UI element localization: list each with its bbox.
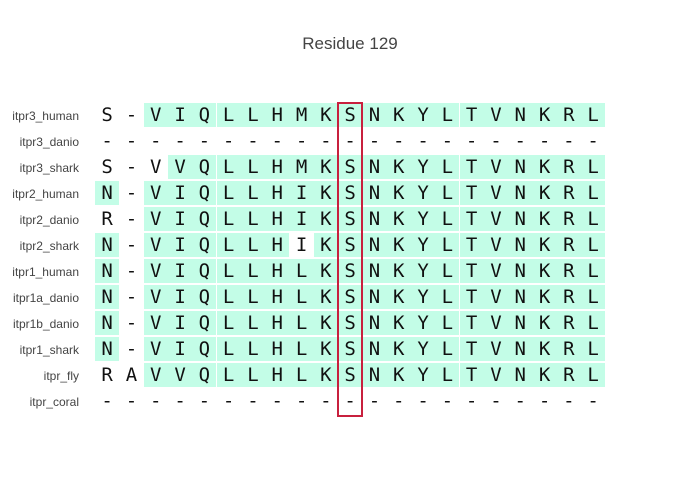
- residue-cell: N: [362, 259, 386, 283]
- residue-cell: Y: [411, 181, 435, 205]
- residue-cell: L: [217, 103, 241, 127]
- residue-cell: -: [125, 208, 138, 230]
- residue-cell: N: [508, 311, 532, 335]
- residue-cell: I: [168, 103, 192, 127]
- residue-cell: L: [435, 311, 459, 335]
- residue-cell: S: [338, 285, 362, 309]
- residue-cell: T: [460, 259, 484, 283]
- residue-cell: V: [484, 337, 508, 361]
- residue-cell: N: [95, 259, 119, 283]
- residue-cell: N: [95, 337, 119, 361]
- residue-cell: L: [241, 233, 265, 257]
- residue-cell: Q: [192, 259, 216, 283]
- residue-cell: L: [289, 363, 313, 387]
- residue-cell: L: [581, 285, 605, 309]
- residue-cell: K: [532, 259, 556, 283]
- residue-cell: -: [441, 130, 454, 152]
- residue-cell: R: [557, 311, 581, 335]
- residue-cell: I: [295, 234, 308, 256]
- residue-cell: H: [265, 363, 289, 387]
- residue-cell: L: [581, 155, 605, 179]
- residue-cell: I: [168, 285, 192, 309]
- residue-cell: L: [217, 259, 241, 283]
- residue-cell: K: [387, 311, 411, 335]
- row-label: itpr1_shark: [19, 343, 79, 357]
- residue-cell: -: [222, 390, 235, 412]
- residue-cell: K: [387, 103, 411, 127]
- residue-cell: K: [387, 207, 411, 231]
- residue-cell: L: [217, 285, 241, 309]
- residue-cell: L: [217, 181, 241, 205]
- residue-cell: Y: [411, 285, 435, 309]
- residue-cell: L: [435, 337, 459, 361]
- residue-cell: T: [460, 285, 484, 309]
- residue-cell: I: [168, 207, 192, 231]
- residue-cell: K: [532, 181, 556, 205]
- residue-cell: S: [338, 181, 362, 205]
- row-label: itpr1a_danio: [12, 291, 79, 305]
- residue-cell: N: [362, 233, 386, 257]
- residue-cell: L: [241, 311, 265, 335]
- residue-cell: -: [368, 390, 381, 412]
- residue-cell: -: [125, 130, 138, 152]
- residue-cell: L: [241, 363, 265, 387]
- row-label: itpr3_danio: [19, 135, 79, 149]
- residue-cell: I: [289, 207, 313, 231]
- residue-cell: H: [265, 207, 289, 231]
- residue-cell: L: [435, 285, 459, 309]
- residue-cell: N: [362, 337, 386, 361]
- residue-cell: T: [460, 181, 484, 205]
- residue-cell: T: [460, 207, 484, 231]
- residue-cell: Y: [411, 207, 435, 231]
- residue-cell: I: [168, 181, 192, 205]
- residue-cell: V: [168, 155, 192, 179]
- residue-cell: Y: [411, 311, 435, 335]
- residue-cell: K: [532, 363, 556, 387]
- residue-cell: V: [484, 181, 508, 205]
- residue-cell: R: [557, 233, 581, 257]
- residue-cell: -: [393, 390, 405, 412]
- residue-cell: H: [265, 337, 289, 361]
- residue-cell: L: [241, 259, 265, 283]
- residue-cell: N: [95, 233, 119, 257]
- residue-cell: S: [338, 311, 362, 335]
- residue-cell: -: [465, 390, 478, 412]
- row-label: itpr1_human: [12, 265, 79, 279]
- row-label: itpr2_shark: [19, 239, 79, 253]
- residue-cell: -: [393, 130, 405, 152]
- residue-cell: R: [557, 285, 581, 309]
- residue-cell: -: [125, 338, 138, 360]
- residue-cell: -: [247, 130, 259, 152]
- residue-cell: Y: [411, 233, 435, 257]
- row-label: itpr2_danio: [19, 213, 79, 227]
- residue-cell: N: [362, 181, 386, 205]
- residue-cell: Q: [192, 363, 216, 387]
- residue-cell: T: [460, 363, 484, 387]
- residue-cell: K: [387, 285, 411, 309]
- residue-cell: N: [362, 103, 386, 127]
- residue-cell: I: [168, 259, 192, 283]
- residue-cell: N: [508, 337, 532, 361]
- residue-cell: T: [460, 337, 484, 361]
- residue-cell: L: [435, 103, 459, 127]
- row-label: itpr3_shark: [19, 161, 79, 175]
- residue-cell: N: [95, 285, 119, 309]
- residue-cell: L: [581, 233, 605, 257]
- residue-cell: L: [217, 337, 241, 361]
- residue-cell: R: [557, 259, 581, 283]
- residue-cell: -: [538, 130, 551, 152]
- residue-cell: -: [125, 286, 138, 308]
- residue-cell: N: [508, 103, 532, 127]
- residue-cell: I: [168, 233, 192, 257]
- residue-cell: M: [289, 155, 313, 179]
- residue-cell: N: [508, 259, 532, 283]
- residue-cell: Q: [192, 181, 216, 205]
- residue-cell: S: [101, 104, 113, 126]
- residue-cell: Q: [192, 233, 216, 257]
- residue-cell: Y: [411, 155, 435, 179]
- residue-cell: K: [314, 363, 338, 387]
- residue-cell: -: [490, 130, 502, 152]
- residue-cell: N: [362, 207, 386, 231]
- residue-cell: K: [387, 363, 411, 387]
- residue-cell: L: [241, 103, 265, 127]
- residue-cell: K: [314, 155, 338, 179]
- residue-cell: -: [295, 130, 308, 152]
- residue-cell: R: [557, 363, 581, 387]
- residue-cell: V: [144, 259, 168, 283]
- residue-cell: -: [271, 130, 283, 152]
- residue-cell: L: [217, 155, 241, 179]
- residue-cell: R: [557, 337, 581, 361]
- residue-cell: R: [557, 103, 581, 127]
- row-label: itpr_fly: [43, 369, 79, 383]
- residue-cell: -: [417, 130, 429, 152]
- residue-cell: R: [557, 181, 581, 205]
- residue-cell: -: [101, 390, 113, 412]
- residue-cell: S: [101, 156, 113, 178]
- residue-cell: V: [144, 103, 168, 127]
- residue-cell: -: [125, 390, 138, 412]
- residue-cell: S: [338, 337, 362, 361]
- residue-cell: R: [101, 364, 113, 386]
- residue-cell: H: [265, 285, 289, 309]
- residue-cell: N: [508, 363, 532, 387]
- residue-cell: V: [484, 363, 508, 387]
- residue-cell: V: [144, 285, 168, 309]
- residue-cell: -: [320, 130, 332, 152]
- page-title: Residue 129: [302, 34, 398, 53]
- residue-cell: -: [247, 390, 259, 412]
- residue-cell: T: [460, 311, 484, 335]
- residue-cell: -: [125, 156, 138, 178]
- residue-cell: K: [532, 311, 556, 335]
- residue-cell: R: [557, 207, 581, 231]
- residue-cell: L: [435, 363, 459, 387]
- residue-cell: L: [581, 103, 605, 127]
- residue-cell: K: [532, 285, 556, 309]
- residue-cell: Q: [192, 285, 216, 309]
- residue-cell: -: [320, 390, 332, 412]
- residue-cell: L: [435, 181, 459, 205]
- residue-cell: -: [514, 130, 526, 152]
- residue-cell: -: [465, 130, 478, 152]
- residue-cell: -: [125, 104, 138, 126]
- residue-cell: K: [387, 155, 411, 179]
- residue-cell: K: [532, 207, 556, 231]
- residue-cell: H: [265, 103, 289, 127]
- residue-cell: Q: [192, 311, 216, 335]
- residue-cell: L: [241, 155, 265, 179]
- residue-cell: -: [490, 390, 502, 412]
- row-label: itpr2_human: [12, 187, 79, 201]
- residue-cell: I: [168, 311, 192, 335]
- residue-cell: L: [581, 363, 605, 387]
- residue-cell: L: [217, 207, 241, 231]
- residue-cell: L: [435, 259, 459, 283]
- residue-cell: -: [125, 260, 138, 282]
- residue-cell: Y: [411, 103, 435, 127]
- residue-cell: L: [581, 207, 605, 231]
- residue-cell: H: [265, 259, 289, 283]
- residue-cell: L: [217, 233, 241, 257]
- residue-cell: -: [417, 390, 429, 412]
- residue-cell: N: [508, 181, 532, 205]
- residue-cell: L: [241, 207, 265, 231]
- residue-cell: L: [241, 285, 265, 309]
- residue-cell: K: [314, 337, 338, 361]
- row-label: itpr_coral: [29, 395, 79, 409]
- residue-cell: S: [338, 363, 362, 387]
- residue-cell: L: [435, 207, 459, 231]
- residue-cell: -: [125, 182, 138, 204]
- residue-cell: H: [265, 311, 289, 335]
- residue-cell: -: [538, 390, 551, 412]
- residue-cell: -: [295, 390, 308, 412]
- residue-cell: N: [508, 233, 532, 257]
- residue-cell: -: [150, 390, 162, 412]
- residue-cell: K: [314, 233, 338, 257]
- residue-cell: L: [581, 181, 605, 205]
- residue-cell: K: [314, 103, 338, 127]
- residue-cell: L: [217, 363, 241, 387]
- residue-cell: -: [587, 390, 599, 412]
- residue-cell: K: [314, 259, 338, 283]
- residue-cell: L: [289, 337, 313, 361]
- residue-cell: V: [144, 311, 168, 335]
- residue-cell: -: [514, 390, 526, 412]
- residue-cell: L: [217, 311, 241, 335]
- residue-cell: R: [101, 208, 113, 230]
- residue-cell: L: [241, 181, 265, 205]
- residue-cell: N: [362, 155, 386, 179]
- residue-cell: S: [338, 259, 362, 283]
- residue-cell: V: [484, 259, 508, 283]
- residue-cell: K: [387, 259, 411, 283]
- residue-cell: Q: [192, 207, 216, 231]
- residue-cell: V: [484, 207, 508, 231]
- residue-cell: K: [314, 181, 338, 205]
- residue-cell: Y: [411, 363, 435, 387]
- residue-cell: V: [484, 155, 508, 179]
- highlight-column-box: [337, 102, 363, 417]
- residue-cell: S: [338, 207, 362, 231]
- residue-cell: H: [265, 155, 289, 179]
- residue-cell: N: [508, 207, 532, 231]
- residue-cell: L: [289, 259, 313, 283]
- residue-cell: Y: [411, 259, 435, 283]
- residue-cell: -: [441, 390, 454, 412]
- residue-cell: K: [532, 337, 556, 361]
- residue-cell: L: [435, 233, 459, 257]
- residue-cell: -: [563, 130, 575, 152]
- residue-cell: L: [241, 337, 265, 361]
- residue-cell: N: [508, 155, 532, 179]
- residue-cell: V: [144, 181, 168, 205]
- residue-cell: N: [362, 311, 386, 335]
- residue-cell: R: [557, 155, 581, 179]
- residue-cell: Q: [192, 337, 216, 361]
- residue-cell: -: [150, 130, 162, 152]
- residue-cell: N: [362, 363, 386, 387]
- residue-cell: V: [484, 103, 508, 127]
- residue-cell: L: [435, 155, 459, 179]
- residue-cell: -: [101, 130, 113, 152]
- residue-cell: -: [563, 390, 575, 412]
- residue-cell: V: [484, 233, 508, 257]
- residue-cell: I: [168, 337, 192, 361]
- residue-cell: K: [314, 311, 338, 335]
- residue-cell: V: [144, 337, 168, 361]
- residue-cell: -: [198, 130, 211, 152]
- residue-cell: V: [144, 363, 168, 387]
- residue-cell: K: [387, 181, 411, 205]
- residue-cell: I: [289, 181, 313, 205]
- residue-cell: N: [362, 285, 386, 309]
- residue-cell: -: [344, 390, 356, 412]
- residue-cell: K: [532, 103, 556, 127]
- residue-cell: N: [95, 311, 119, 335]
- residue-cell: -: [587, 130, 599, 152]
- residue-cell: -: [198, 390, 211, 412]
- residue-cell: K: [387, 233, 411, 257]
- residue-cell: N: [95, 181, 119, 205]
- residue-cell: -: [222, 130, 235, 152]
- residue-cell: N: [508, 285, 532, 309]
- residue-cell: V: [144, 233, 168, 257]
- residue-cell: L: [289, 311, 313, 335]
- residue-cell: L: [289, 285, 313, 309]
- residue-cell: -: [344, 130, 356, 152]
- residue-cell: T: [460, 155, 484, 179]
- residue-cell: K: [314, 285, 338, 309]
- residue-cell: M: [289, 103, 313, 127]
- residue-cell: -: [174, 390, 186, 412]
- residue-cell: V: [484, 285, 508, 309]
- residue-cell: Q: [192, 103, 216, 127]
- residue-cell: K: [387, 337, 411, 361]
- residue-cell: T: [460, 233, 484, 257]
- residue-cell: -: [271, 390, 283, 412]
- residue-cell: -: [174, 130, 186, 152]
- residue-cell: Q: [192, 155, 216, 179]
- residue-cell: A: [125, 364, 138, 386]
- residue-cell: V: [144, 207, 168, 231]
- residue-cell: -: [125, 234, 138, 256]
- residue-cell: S: [338, 233, 362, 257]
- residue-cell: V: [484, 311, 508, 335]
- residue-cell: L: [581, 311, 605, 335]
- residue-cell: L: [581, 259, 605, 283]
- residue-cell: V: [168, 363, 192, 387]
- residue-cell: K: [532, 155, 556, 179]
- residue-cell: S: [338, 103, 362, 127]
- residue-cell: Y: [411, 337, 435, 361]
- residue-cell: H: [265, 233, 289, 257]
- residue-cell: T: [460, 103, 484, 127]
- residue-cell: V: [150, 156, 162, 178]
- row-label: itpr1b_danio: [12, 317, 79, 331]
- row-label: itpr3_human: [12, 109, 79, 123]
- residue-cell: -: [368, 130, 381, 152]
- residue-cell: -: [125, 312, 138, 334]
- residue-cell: H: [265, 181, 289, 205]
- residue-cell: K: [532, 233, 556, 257]
- residue-cell: L: [581, 337, 605, 361]
- residue-cell: S: [338, 155, 362, 179]
- residue-cell: K: [314, 207, 338, 231]
